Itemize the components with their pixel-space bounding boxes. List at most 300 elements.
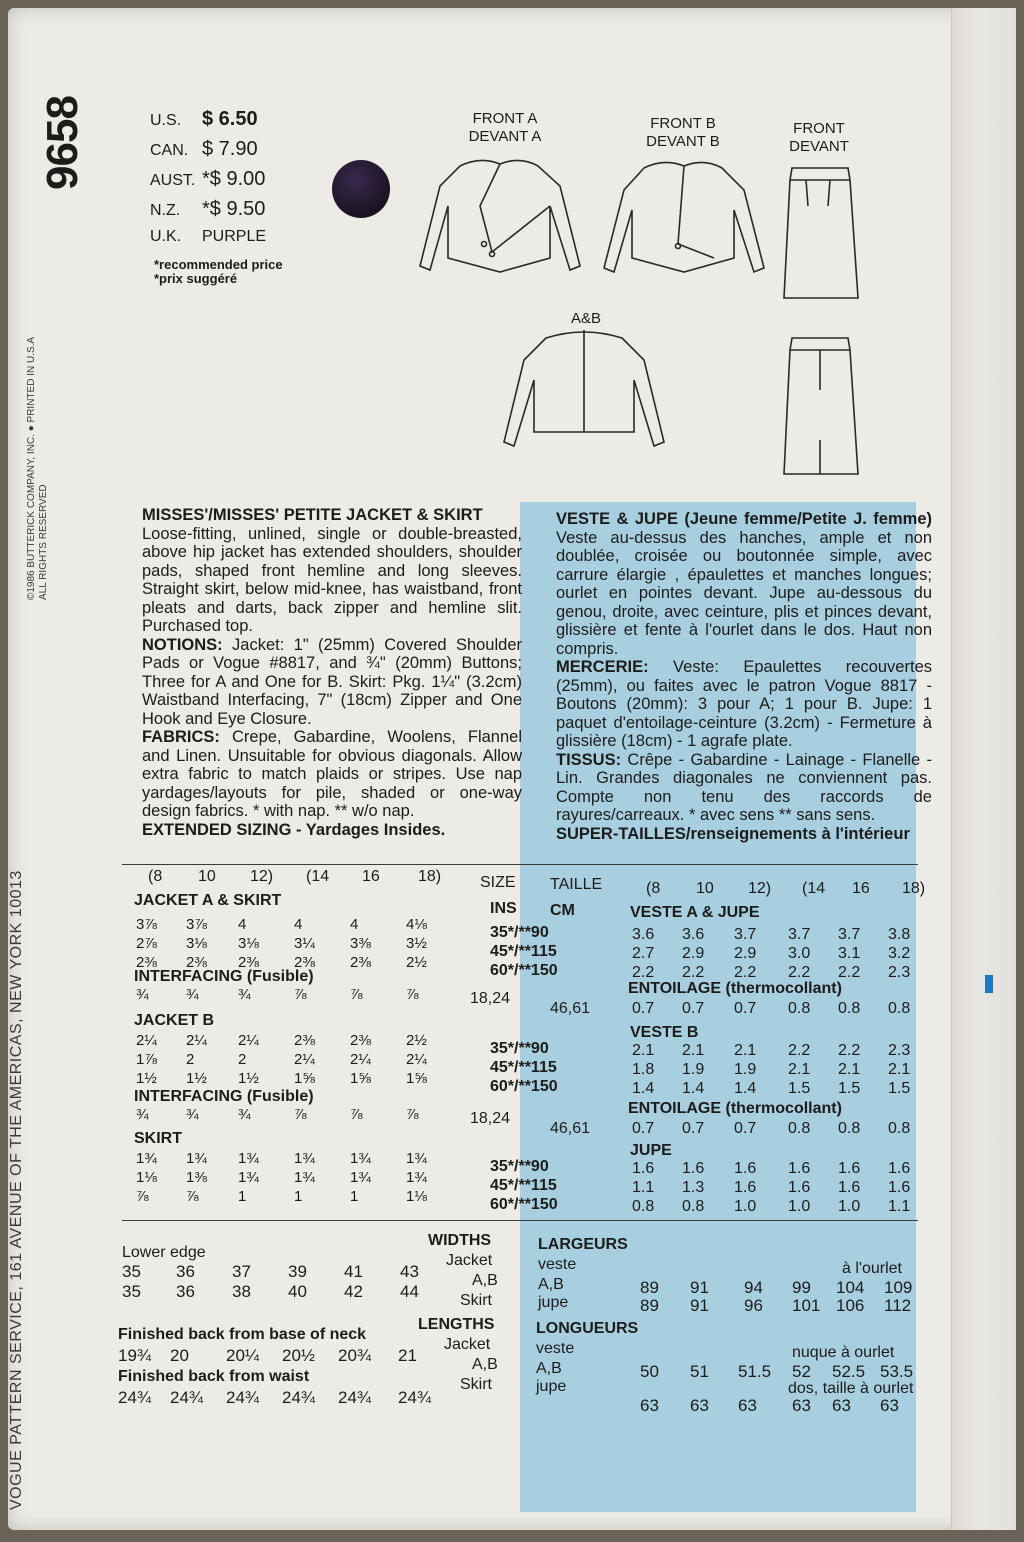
yardage-value-fr: 1.9 bbox=[682, 1061, 705, 1078]
interfacing-value-fr: 0.8 bbox=[888, 1000, 911, 1017]
size-header: 16 bbox=[362, 868, 380, 885]
yardage-value: 2¼ bbox=[350, 1051, 371, 1068]
price-row-nz bbox=[150, 198, 310, 228]
jacket-label: Jacket bbox=[446, 1252, 493, 1269]
length-value-fr: 63 bbox=[832, 1396, 851, 1415]
fabrics-label: FABRICS: bbox=[142, 728, 220, 746]
width-value-fr: 89 bbox=[640, 1296, 659, 1315]
yardage-value: 3¼ bbox=[294, 935, 315, 952]
fabric-width: 35*/**90 bbox=[490, 1158, 549, 1175]
length-value-fr: 63 bbox=[880, 1396, 899, 1415]
lengths-label: LENGTHS bbox=[418, 1316, 495, 1333]
yardage-value: 1⅝ bbox=[350, 1070, 371, 1087]
yardage-value: 1¾ bbox=[350, 1169, 371, 1186]
notions-label: NOTIONS: bbox=[142, 635, 223, 654]
width-value-fr: 101 bbox=[792, 1296, 821, 1315]
length-value: 19¾ bbox=[118, 1346, 152, 1365]
taille-header: 16 bbox=[852, 880, 870, 897]
interfacing-value-fr: 0.7 bbox=[734, 1000, 757, 1017]
size-header: 10 bbox=[198, 868, 216, 885]
copyright-line-1: ©1986 BUTTERICK COMPANY, INC. ● PRINTED IN U.S.A bbox=[26, 336, 37, 600]
yardage-value: 2⅜ bbox=[136, 954, 157, 971]
extended-sizing: EXTENDED SIZING - Yardages Insides. bbox=[142, 820, 446, 839]
yardage-value: 1¾ bbox=[136, 1150, 157, 1167]
yardage-value-fr: 1.4 bbox=[734, 1080, 757, 1097]
interfacing-width-fr: 46,61 bbox=[550, 1120, 591, 1137]
width-value-fr: 99 bbox=[792, 1278, 811, 1297]
fabric-width: 60*/**150 bbox=[490, 962, 558, 979]
width-value-fr: 106 bbox=[836, 1296, 865, 1315]
price-note-fr: *prix suggéré bbox=[154, 271, 238, 286]
dos-label: dos, taille à ourlet bbox=[788, 1380, 914, 1397]
yardage-value: 2¼ bbox=[238, 1032, 259, 1049]
taille-header: 18) bbox=[902, 880, 926, 897]
a-l-ourlet-label: à l'ourlet bbox=[842, 1260, 902, 1277]
nuque-label: nuque à ourlet bbox=[792, 1344, 895, 1361]
description-fr bbox=[556, 510, 932, 658]
yardage-value-fr: 3.8 bbox=[888, 926, 911, 943]
interfacing-value-fr: 0.7 bbox=[682, 1000, 705, 1017]
ab-label: A,B bbox=[472, 1272, 498, 1289]
section-title: JACKET B bbox=[134, 1012, 215, 1029]
interfacing-value-fr: 0.8 bbox=[788, 1120, 811, 1137]
largeurs-label: LARGEURS bbox=[538, 1236, 628, 1253]
yardage-value-fr: 1.6 bbox=[838, 1160, 861, 1177]
yardage-value: 2⅜ bbox=[294, 954, 315, 971]
interfacing-value-fr: 0.8 bbox=[838, 1120, 861, 1137]
width-value-fr: 91 bbox=[690, 1296, 709, 1315]
fabric-width: 45*/**115 bbox=[490, 1177, 557, 1194]
sketch-label-front-b bbox=[628, 115, 738, 151]
interfacing-value: ⅞ bbox=[350, 986, 363, 1003]
width-value-fr: 96 bbox=[744, 1296, 763, 1315]
price-value: *$ 9.00 bbox=[202, 168, 266, 190]
yardage-value-fr: 2.1 bbox=[888, 1061, 911, 1078]
length-value: 20¼ bbox=[226, 1346, 260, 1365]
yardage-value-fr: 2.9 bbox=[682, 945, 705, 962]
longueurs-label: LONGUEURS bbox=[536, 1320, 639, 1337]
yardage-value-fr: 2.3 bbox=[888, 1042, 911, 1059]
size-label: SIZE bbox=[480, 874, 516, 891]
fabric-width: 45*/**115 bbox=[490, 943, 557, 960]
price-country: U.K. bbox=[150, 228, 182, 245]
fabrics-text: Crepe, Gabardine, Woolens, Flannel and Linen. Unsuitable for obvious diagonals. Allow extra fabric to match plaids or stripes. Use nap yardages/layouts for pile, shaded or one-way design fabrics. * with nap. ** w/o nap. bbox=[142, 728, 522, 820]
sketch-label-front-a bbox=[450, 110, 560, 146]
yardage-value: 2⅜ bbox=[350, 954, 371, 971]
interfacing-width-fr: 46,61 bbox=[550, 1000, 591, 1017]
entoilage-label: ENTOILAGE (thermocollant) bbox=[628, 980, 842, 997]
length-value-fr: 51.5 bbox=[738, 1362, 772, 1381]
yardage-value: 2½ bbox=[406, 954, 427, 971]
yardage-value-fr: 2.7 bbox=[632, 945, 655, 962]
width-value: 43 bbox=[400, 1262, 419, 1281]
yardage-value: 3⅞ bbox=[136, 916, 157, 933]
length-value: 24¾ bbox=[282, 1388, 316, 1407]
yardage-value: 3⅛ bbox=[238, 935, 259, 952]
interfacing-value: ¾ bbox=[186, 1106, 199, 1123]
width-value: 42 bbox=[344, 1282, 363, 1301]
taille-header: 12) bbox=[748, 880, 772, 897]
mercerie bbox=[556, 658, 932, 751]
length-value-fr: 50 bbox=[640, 1362, 659, 1381]
width-value: 38 bbox=[232, 1282, 251, 1301]
yardage-value-fr: 2.1 bbox=[788, 1061, 811, 1078]
length-value: 20 bbox=[170, 1346, 189, 1365]
yardage-value: 4⅛ bbox=[406, 916, 427, 933]
price-country: N.Z. bbox=[150, 202, 181, 219]
width-value-fr: 91 bbox=[690, 1278, 709, 1297]
cm-label: CM bbox=[550, 902, 575, 919]
description-body-fr: Veste au-dessus des hanches, ample et non doublée, croisée ou boutonnée simple, avec carrure élargie , épaulettes et manches longues; ourlet en pointes devant. Jupe au-dessous du genou, droite, avec ceinture, plis et pinces devant, glissière et fente à l'ourlet dans le dos. Haut non compris. bbox=[556, 528, 932, 658]
interfacing-value-fr: 0.8 bbox=[788, 1000, 811, 1017]
fabric-width: 35*/**90 bbox=[490, 924, 549, 941]
jacket-label: Jacket bbox=[444, 1336, 491, 1353]
yardage-value-fr: 0.8 bbox=[632, 1198, 655, 1215]
label-line: DEVANT A bbox=[468, 128, 542, 145]
yardage-value: 1⅝ bbox=[406, 1070, 427, 1087]
yardage-value: 1 bbox=[238, 1188, 247, 1205]
jacket-b-front-sketch bbox=[594, 150, 774, 290]
yardage-value: ⅞ bbox=[186, 1188, 199, 1205]
price-row-aust bbox=[150, 168, 310, 198]
width-value: 41 bbox=[344, 1262, 363, 1281]
length-value: 24¾ bbox=[170, 1388, 204, 1407]
divider bbox=[122, 864, 918, 865]
width-value: 39 bbox=[288, 1262, 307, 1281]
width-value-fr: 104 bbox=[836, 1278, 865, 1297]
label-line: DEVANT bbox=[789, 138, 849, 155]
pattern-number: 9658 bbox=[38, 96, 87, 190]
yardage-value-fr: 3.0 bbox=[788, 945, 811, 962]
yardage-value-fr: 1.9 bbox=[734, 1061, 757, 1078]
yardage-value-fr: 2.1 bbox=[632, 1042, 655, 1059]
yardage-value-fr: 2.2 bbox=[632, 964, 655, 981]
yardage-value-fr: 2.2 bbox=[682, 964, 705, 981]
price-row-uk bbox=[150, 228, 310, 258]
yardage-value-fr: 1.6 bbox=[734, 1179, 757, 1196]
description-french bbox=[556, 510, 932, 843]
length-value: 20½ bbox=[282, 1346, 316, 1365]
width-value: 36 bbox=[176, 1262, 195, 1281]
yardage-value: 1½ bbox=[186, 1070, 207, 1087]
ins-label: INS bbox=[490, 900, 517, 917]
yardage-value-fr: 0.8 bbox=[682, 1198, 705, 1215]
size-header: (14 bbox=[306, 868, 330, 885]
yardage-value: 4 bbox=[350, 916, 359, 933]
section-title: SKIRT bbox=[134, 1130, 182, 1147]
yardage-value: 1 bbox=[350, 1188, 359, 1205]
interfacing-value-fr: 0.7 bbox=[734, 1120, 757, 1137]
description-title: MISSES'/MISSES' PETITE JACKET & SKIRT bbox=[142, 506, 483, 524]
price-note-en: *recommended price bbox=[154, 257, 283, 272]
yardage-value: ⅞ bbox=[136, 1188, 149, 1205]
notions-text: Jacket: 1" (25mm) Covered Shoulder Pads or Vogue #8817, and ¾" (20mm) Buttons; Three for A and One for B. Skirt: Pkg. 1¼" (3.2cm) Waistband Interfacing, 7" (18cm) Zipper and One Hook and Eye Closure. bbox=[142, 635, 522, 728]
price-value: PURPLE bbox=[202, 228, 267, 245]
interfacing-value: ¾ bbox=[238, 1106, 251, 1123]
yardage-value: 2¼ bbox=[406, 1051, 427, 1068]
yardage-value-fr: 2.9 bbox=[734, 945, 757, 962]
interfacing-width: 18,24 bbox=[470, 1110, 511, 1127]
label-line: FRONT bbox=[793, 120, 845, 137]
yardage-value: 1¾ bbox=[186, 1150, 207, 1167]
yardage-value: 2⅜ bbox=[294, 1032, 315, 1049]
length-value-fr: 63 bbox=[738, 1396, 757, 1415]
description-english bbox=[142, 506, 522, 839]
yardage-value-fr: 1.6 bbox=[682, 1160, 705, 1177]
interfacing-label: INTERFACING (Fusible) bbox=[134, 968, 314, 985]
yardage-value-fr: 3.7 bbox=[734, 926, 757, 943]
yardage-value: 2½ bbox=[406, 1032, 427, 1049]
interfacing-value: ¾ bbox=[186, 986, 199, 1003]
fabric-width: 60*/**150 bbox=[490, 1196, 558, 1213]
yardage-value-fr: 3.6 bbox=[632, 926, 655, 943]
lower-edge-label: Lower edge bbox=[122, 1244, 206, 1261]
yardage-value-fr: 2.1 bbox=[682, 1042, 705, 1059]
yardage-value: 1¾ bbox=[294, 1150, 315, 1167]
width-value: 36 bbox=[176, 1282, 195, 1301]
size-header: (8 bbox=[148, 868, 163, 885]
widths-label: WIDTHS bbox=[428, 1232, 492, 1249]
length-value-fr: 63 bbox=[792, 1396, 811, 1415]
yardage-value-fr: 2.1 bbox=[734, 1042, 757, 1059]
label-line: DEVANT B bbox=[646, 133, 720, 150]
yardage-value: 2⅞ bbox=[136, 935, 157, 952]
width-value: 35 bbox=[122, 1262, 141, 1281]
length-value: 24¾ bbox=[338, 1388, 372, 1407]
interfacing-value-fr: 0.7 bbox=[682, 1120, 705, 1137]
length-value-fr: 52 bbox=[792, 1362, 811, 1381]
yardage-value-fr: 1.6 bbox=[838, 1179, 861, 1196]
yardage-value: 2¼ bbox=[136, 1032, 157, 1049]
description-body: Loose-fitting, unlined, single or double-breasted, above hip jacket has extended shoulders, shoulder pads, shaped front hemline and long sleeves. Straight skirt, below mid-knee, has waistband, front pleats and darts, back zipper and hemline slit. Purchased top. bbox=[142, 524, 522, 635]
yardage-value: 4 bbox=[238, 916, 247, 933]
jupe-label: jupe bbox=[536, 1378, 567, 1395]
sketch-label-front bbox=[766, 120, 872, 156]
yardage-value: 1 bbox=[294, 1188, 303, 1205]
jacket-back-sketch bbox=[494, 320, 674, 460]
veste-label: veste bbox=[536, 1340, 575, 1357]
length-value: 21 bbox=[398, 1346, 417, 1365]
tissus-text: Crêpe - Gabardine - Lainage - Flanelle - Lin. Grandes diagonales ne conviennent pas. Compte non tenu des raccords de rayures/carreaux. * avec sens ** sans sens. bbox=[556, 750, 932, 824]
yardage-value-fr: 1.5 bbox=[838, 1080, 861, 1097]
yardage-value: 1¾ bbox=[350, 1150, 371, 1167]
yardage-value: 1¾ bbox=[238, 1169, 259, 1186]
yardage-value-fr: 1.8 bbox=[632, 1061, 655, 1078]
color-code-dot bbox=[332, 160, 390, 218]
yardage-value-fr: 2.2 bbox=[838, 1042, 861, 1059]
yardage-value-fr: 2.1 bbox=[838, 1061, 861, 1078]
ab-label-fr: A,B bbox=[538, 1276, 564, 1293]
yardage-value-fr: 3.7 bbox=[788, 926, 811, 943]
interfacing-value: ¾ bbox=[136, 1106, 149, 1123]
interfacing-value: ⅞ bbox=[406, 1106, 419, 1123]
yardage-value: 1⅜ bbox=[186, 1169, 207, 1186]
length-value: 24¾ bbox=[118, 1388, 152, 1407]
ab-label-fr: A,B bbox=[536, 1360, 562, 1377]
yardage-value-fr: 2.2 bbox=[788, 1042, 811, 1059]
divider bbox=[122, 1220, 918, 1221]
section-title: JACKET A & SKIRT bbox=[134, 892, 282, 909]
taille-header: 10 bbox=[696, 880, 714, 897]
skirt-front-sketch bbox=[770, 160, 880, 305]
yardage-value: 1⅛ bbox=[136, 1169, 157, 1186]
fabric-width: 45*/**115 bbox=[490, 1059, 557, 1076]
length-value-fr: 52.5 bbox=[832, 1362, 866, 1381]
length-value-fr: 53.5 bbox=[880, 1362, 914, 1381]
yardage-value-fr: 1.3 bbox=[682, 1179, 705, 1196]
entoilage-label: ENTOILAGE (thermocollant) bbox=[628, 1100, 842, 1117]
jupe-label: jupe bbox=[538, 1294, 569, 1311]
mercerie-label: MERCERIE: bbox=[556, 658, 649, 676]
section-title-fr: VESTE A & JUPE bbox=[630, 904, 760, 921]
label-line: FRONT A bbox=[472, 110, 538, 127]
fabrics bbox=[142, 728, 522, 821]
width-value: 40 bbox=[288, 1282, 307, 1301]
mercerie-text: Veste: Epaulettes recouvertes (25mm), ou faites avec le patron Vogue 8817 - Boutons (20mm): 3 pour A; 1 pour B. Jupe: 1 paquet d'entoilage-ceinture (3.2cm) - Fermeture à glissière (18cm) - 1 agrafe plate. bbox=[556, 658, 932, 750]
interfacing-value: ⅞ bbox=[294, 986, 307, 1003]
neck-label: Finished back from base of neck bbox=[118, 1326, 367, 1343]
yardage-value: 1¾ bbox=[238, 1150, 259, 1167]
super-tailles: SUPER-TAILLES/renseignements à l'intérieur bbox=[556, 824, 910, 843]
yardage-value-fr: 3.1 bbox=[838, 945, 861, 962]
yardage-value: 1¾ bbox=[294, 1169, 315, 1186]
price-value: *$ 9.50 bbox=[202, 198, 266, 220]
tissus bbox=[556, 751, 932, 825]
width-value: 44 bbox=[400, 1282, 419, 1301]
fabric-width: 35*/**90 bbox=[490, 1040, 549, 1057]
yardage-value-fr: 2.2 bbox=[838, 964, 861, 981]
taille-header: (14 bbox=[802, 880, 826, 897]
notions bbox=[142, 636, 522, 729]
yardage-value: 2¼ bbox=[294, 1051, 315, 1068]
skirt-back-sketch bbox=[770, 330, 880, 480]
yardage-value: 2 bbox=[186, 1051, 195, 1068]
yardage-value: 3⅜ bbox=[350, 935, 371, 952]
yardage-value-fr: 1.0 bbox=[788, 1198, 811, 1215]
yardage-value: 3½ bbox=[406, 935, 427, 952]
interfacing-label: INTERFACING (Fusible) bbox=[134, 1088, 314, 1105]
yardage-value: 1¾ bbox=[406, 1169, 427, 1186]
yardage-value-fr: 2.2 bbox=[734, 964, 757, 981]
yardage-value: 3⅛ bbox=[186, 935, 207, 952]
length-value: 24¾ bbox=[398, 1388, 432, 1407]
yardage-value-fr: 1.0 bbox=[734, 1198, 757, 1215]
yardage-value: 2⅜ bbox=[186, 954, 207, 971]
interfacing-value: ¾ bbox=[238, 986, 251, 1003]
interfacing-width: 18,24 bbox=[470, 990, 511, 1007]
yardage-value-fr: 1.4 bbox=[682, 1080, 705, 1097]
yardage-value-fr: 3.2 bbox=[888, 945, 911, 962]
interfacing-value: ⅞ bbox=[350, 1106, 363, 1123]
width-value-fr: 89 bbox=[640, 1278, 659, 1297]
width-value-fr: 112 bbox=[884, 1296, 912, 1315]
yardage-value-fr: 1.6 bbox=[888, 1179, 911, 1196]
yardage-value: 1½ bbox=[136, 1070, 157, 1087]
interfacing-value-fr: 0.8 bbox=[838, 1000, 861, 1017]
price-row-us bbox=[150, 108, 310, 138]
yardage-value-fr: 1.5 bbox=[888, 1080, 911, 1097]
section-title-fr: VESTE B bbox=[630, 1024, 699, 1041]
yardage-value: 2¼ bbox=[186, 1032, 207, 1049]
fabric-width: 60*/**150 bbox=[490, 1078, 558, 1095]
yardage-value: 1¾ bbox=[406, 1150, 427, 1167]
skirt-label: Skirt bbox=[460, 1376, 492, 1393]
price-country: AUST. bbox=[150, 172, 196, 189]
yardage-value: 1⅞ bbox=[136, 1051, 157, 1068]
yardage-value-fr: 1.6 bbox=[788, 1160, 811, 1177]
interfacing-value: ¾ bbox=[136, 986, 149, 1003]
publisher-address: VOGUE PATTERN SERVICE, 161 AVENUE OF THE AMERICAS, NEW YORK 10013 bbox=[8, 870, 25, 1510]
taille-header: (8 bbox=[646, 880, 661, 897]
waist-label: Finished back from waist bbox=[118, 1368, 310, 1385]
size-header: 12) bbox=[250, 868, 274, 885]
interfacing-value-fr: 0.7 bbox=[632, 1120, 655, 1137]
interfacing-value: ⅞ bbox=[294, 1106, 307, 1123]
price-country: CAN. bbox=[150, 142, 189, 159]
tissus-label: TISSUS: bbox=[556, 750, 622, 769]
yardage-value-fr: 1.4 bbox=[632, 1080, 655, 1097]
yardage-value-fr: 2.3 bbox=[888, 964, 911, 981]
section-title-fr: JUPE bbox=[630, 1142, 672, 1159]
yardage-value-fr: 2.2 bbox=[788, 964, 811, 981]
length-value: 24¾ bbox=[226, 1388, 260, 1407]
width-value: 37 bbox=[232, 1262, 251, 1281]
description-title-fr: VESTE & JUPE (Jeune femme/Petite J. femme) bbox=[556, 510, 932, 528]
interfacing-value: ⅞ bbox=[406, 986, 419, 1003]
copyright-notice bbox=[26, 300, 60, 600]
yardage-value-fr: 3.7 bbox=[838, 926, 861, 943]
yardage-value-fr: 1.1 bbox=[888, 1198, 911, 1215]
yardage-value: 3⅞ bbox=[186, 916, 207, 933]
yardage-value-fr: 3.6 bbox=[682, 926, 705, 943]
price-value: $ 6.50 bbox=[202, 108, 258, 130]
yardage-value-fr: 1.6 bbox=[734, 1160, 757, 1177]
price-value: $ 7.90 bbox=[202, 138, 258, 160]
ab-label: A,B bbox=[472, 1356, 498, 1373]
yardage-value-fr: 1.6 bbox=[632, 1160, 655, 1177]
length-value-fr: 51 bbox=[690, 1362, 709, 1381]
copyright-line-2: ALL RIGHTS RESERVED bbox=[38, 484, 49, 600]
edge-mark bbox=[985, 975, 993, 993]
veste-label: veste bbox=[538, 1256, 577, 1273]
yardage-value-fr: 1.5 bbox=[788, 1080, 811, 1097]
width-value: 35 bbox=[122, 1282, 141, 1301]
yardage-value: 1½ bbox=[238, 1070, 259, 1087]
length-value-fr: 63 bbox=[640, 1396, 659, 1415]
price-country: U.S. bbox=[150, 112, 182, 129]
yardage-value-fr: 1.0 bbox=[838, 1198, 861, 1215]
price-row-can bbox=[150, 138, 310, 168]
yardage-value: 1⅛ bbox=[406, 1188, 427, 1205]
width-value-fr: 109 bbox=[884, 1278, 913, 1297]
skirt-label: Skirt bbox=[460, 1292, 492, 1309]
yardage-value: 2 bbox=[238, 1051, 247, 1068]
length-value: 20¾ bbox=[338, 1346, 372, 1365]
taille-label: TAILLE bbox=[550, 876, 603, 893]
jacket-a-front-sketch bbox=[410, 146, 590, 286]
yardage-value-fr: 1.6 bbox=[788, 1179, 811, 1196]
interfacing-value-fr: 0.7 bbox=[632, 1000, 655, 1017]
length-value-fr: 63 bbox=[690, 1396, 709, 1415]
interfacing-value-fr: 0.8 bbox=[888, 1120, 911, 1137]
label-line: FRONT B bbox=[650, 115, 716, 132]
yardage-value: 2⅜ bbox=[350, 1032, 371, 1049]
sketch-label-back: A&B bbox=[570, 310, 601, 327]
envelope-flap bbox=[951, 8, 1016, 1530]
yardage-value-fr: 1.6 bbox=[888, 1160, 911, 1177]
width-value-fr: 94 bbox=[744, 1278, 763, 1297]
yardage-value-fr: 1.1 bbox=[632, 1179, 655, 1196]
